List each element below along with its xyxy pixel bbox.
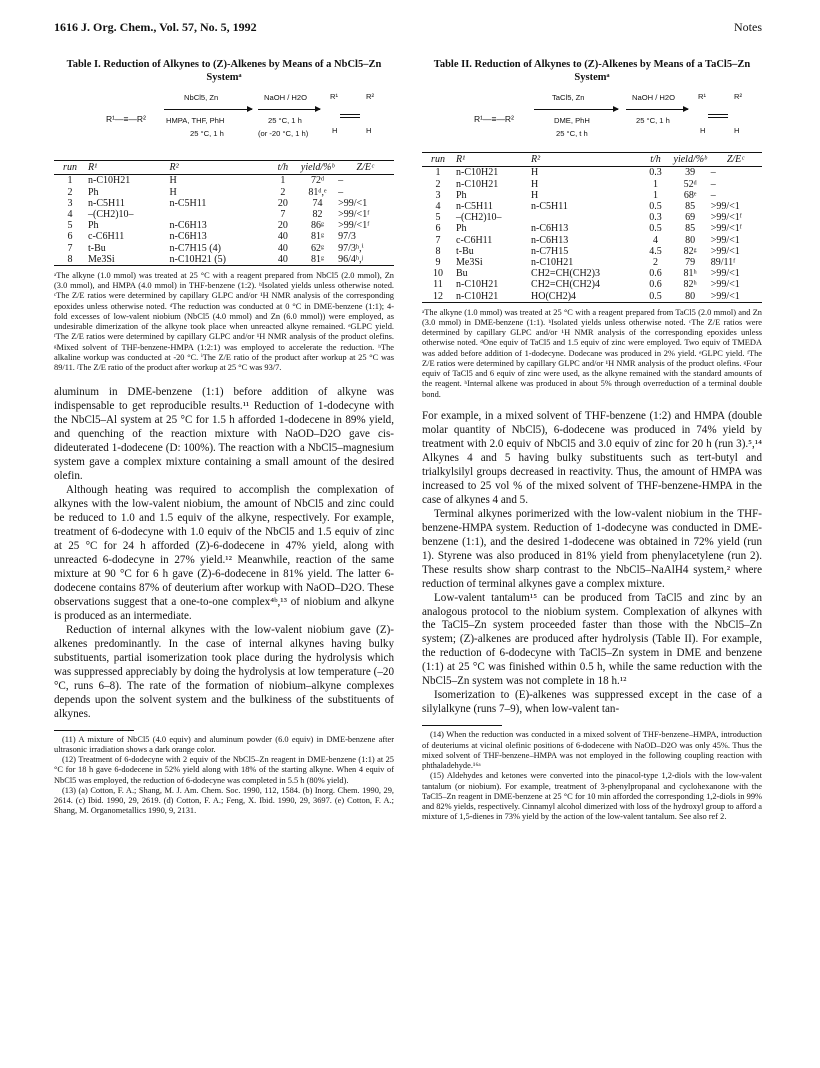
table2-cell: 82ʰ (683, 279, 697, 291)
table1-cell: c-C6H11 (88, 231, 125, 243)
table2-cell: 85 (685, 223, 696, 235)
scheme2-product-double-bond (708, 114, 728, 115)
table1-cell: n-C5H11 (169, 197, 207, 209)
scheme2-product-r1: R¹ (698, 92, 707, 102)
scheme2-step1-conditions: 25 °C, t h (556, 129, 588, 139)
table1-caption: Table I. Reduction of Alkynes to (Z)-Alkenes by Means of a NbCl5–Zn Systemᵃ (66, 59, 382, 84)
table1-header-row (54, 161, 394, 175)
scheme1-arrow-1 (164, 109, 252, 110)
table1-cell: 81ᵍ (311, 231, 325, 243)
table2-cell: 12 (422, 291, 454, 303)
paragraph: Reduction of internal alkynes with the low-valent niobium gave (Z)-alkenes predominantly. In the case of internal alkynes having bulky substituents, partial isomerization took place during the hydrolysis which was suppressed appreciably by doing the hydrolysis at low temperature (–20 °C, runs 6–8). The rate of the formation of niobium–alkyne complexes depends upon the solvent system and the bulkiness of the substituents of alkynes. (54, 623, 394, 720)
table1-cell: 8 (54, 254, 86, 266)
table1-cell: 81ᵈ,ᵉ (308, 186, 327, 198)
section-label: Notes (734, 20, 762, 34)
table1-row (54, 254, 394, 266)
table2-cell: 4 (653, 234, 659, 246)
table1-cell: Me3Si (86, 254, 168, 266)
table1-reaction-scheme (54, 90, 394, 160)
table2-cell: 80 (685, 234, 696, 246)
table1-cell: >99/<1ᶠ (338, 220, 370, 232)
table2-cell: 9 (435, 256, 441, 268)
left-footnotes (54, 735, 394, 817)
table2-cell: 7 (435, 234, 441, 246)
table2-cell: n-C10H21 (456, 178, 499, 190)
table1-cell: 6 (67, 231, 73, 243)
table2-row (422, 279, 762, 290)
scheme1-product-h1: H (332, 126, 338, 136)
table2-cell: 81ʰ (683, 268, 697, 280)
table2-cell: 0.3 (649, 167, 662, 179)
scheme1-product-double-bond (340, 114, 360, 115)
table1-cell: – (338, 175, 344, 187)
table1-cell: n-C7H15 (4) (169, 242, 221, 254)
table2-cell: n-C10H21 (456, 279, 499, 291)
paragraph: Terminal alkynes porimerized with the low-valent niobium in the THF-benzene-HMPA system. Reduction of 1-dodecyne was conducted in DME-benzene (1:1), and the desired 1-dodecene was obtained in 72% yield (run 1). Styrene was also produced in 81% yield from phenylacetylene (run 2). These results show sharp contrast to the NbCl5–NaAlH4 system,² where reduction of terminal alkynes gave a complex mixture. (422, 507, 762, 590)
table1-row (54, 243, 394, 254)
scheme1-step1-conditions: 25 °C, 1 h (190, 129, 224, 139)
table2-cell: 4.5 (649, 245, 662, 257)
scheme1-step2-conditions: 25 °C, 1 h (268, 116, 302, 126)
left-body-text (54, 386, 394, 721)
table1-cell: – (338, 186, 344, 198)
scheme1-step1-solvent: HMPA, THF, PhH (166, 116, 225, 126)
table2-row (422, 223, 762, 234)
table1-row (54, 231, 394, 242)
table1-cell: 20 (277, 220, 288, 232)
paragraph: For example, in a mixed solvent of THF-benzene (1:2) and HMPA (double molar quantity of NbCl5), 6-dodecene was produced in 74% yield by treatment with 2.0 equiv of NbCl5 and 3.0 equiv of zinc for 20 h (run 3).⁵,¹⁴ Alkynes 4 and 5 having bulky substituents such as tert-butyl and trialkylsilyl groups decreased in reactivity. Thus, the amount of HMPA was increased to 25 vol % of the mixed solvent of THF-benzene-HMPA in the case of alkynes 4 and 5. (422, 409, 762, 506)
table2-cell: 3 (435, 189, 441, 201)
scheme2-step1-solvent: DME, PhH (554, 116, 590, 126)
scheme1-product-r2: R² (366, 92, 375, 102)
table2-cell (529, 212, 639, 223)
scheme2-product-r2: R² (734, 92, 743, 102)
table1-footnotes: ᵃThe alkyne (1.0 mmol) was treated at 25 °C with a reagent prepared from NbCl5 (2.0 mmol), Zn (3.0 mmol), and HMPA (4.0 mmol) in THF-benzene (1:2). ᵇIsolated yields unless otherwise noted. ᶜThe Z/E ratios were determined by capillary GLPC and/or ¹H NMR analysis of the corresponding epoxides unless otherwise noted. ᵈThe reduction was conducted at 0 °C in DME-benzene (1:1); 4-fold excesses of low-valent niobium (NbCl5 (4.0 mmol) and Zn (6.0 mmol)) were employed, as undesirable dimerization of the alkyne took place when unreacted alkyne remained. ᵉGLPC yield. ᶠThe Z/E ratios were determined by capillary GLPC and/or ¹H NMR analysis of the product olefins. ᵍMixed solvent of THF-benzene-HMPA (1:2:1) was employed to accelerate the reduction. ʰThe alkaline workup was conducted at -20 °C. ⁱThe Z/E ratio of the product after workup at 25 °C was 89/11. ʲThe Z/E ratio of the product after workup at 25 °C was 93/7. (54, 270, 394, 373)
table2-row (422, 190, 762, 201)
table2-cell: – (710, 189, 716, 201)
table1-cell: 1 (67, 175, 73, 187)
table2-cell: 6 (435, 223, 441, 235)
table2-cell: n-C10H21 (456, 167, 499, 179)
journal-citation: 1616 J. Org. Chem., Vol. 57, No. 5, 1992 (54, 20, 257, 34)
table1-row (54, 209, 394, 220)
table1-cell: n-C10H21 (5) (168, 254, 267, 266)
table2-cell: 5 (435, 212, 441, 224)
table2-cell: 10 (433, 268, 443, 280)
scheme1-step1-reagents: NbCl5, Zn (184, 93, 219, 103)
table1-cell: 7 (280, 209, 286, 220)
right-column (422, 58, 762, 823)
table1-cell: 7 (67, 242, 73, 254)
table1-cell: t-Bu (88, 242, 106, 254)
table2-cell: n-C5H11 (456, 201, 493, 212)
table2-cell: H (531, 178, 539, 190)
paragraph: Low-valent tantalum¹⁵ can be produced from TaCl5 and zinc by an analogous protocol to the niobium system. Complexation of alkynes with the TaCl5–Zn system proceeded faster than those with the NbCl5–Zn system; (Z)-alkenes are produced after hydrolysis (Table II). For example, the reduction of 6-dodecyne with TaCl5–Zn system in DME and benzene (1:1) at 25 °C was finished within 0.5 h, while the same reduction with the NbCl5–Zn system was not complete in 18 h.¹² (422, 591, 762, 688)
table2-cell: >99/<1 (710, 279, 740, 291)
table2-cell: 8 (435, 245, 441, 257)
table2-cell: 52ᵈ (683, 178, 697, 190)
scheme1-step2-reagents: NaOH / H2O (264, 93, 308, 103)
table2-header-row (422, 153, 762, 167)
table1-cell: >99/<1 (338, 197, 368, 209)
table2-col-header: R¹ (454, 153, 529, 167)
table2-cell: n-C6H13 (531, 223, 569, 235)
table2-cell: H (531, 189, 539, 201)
table2-cell: 39 (685, 167, 696, 179)
table2-row (422, 257, 762, 268)
table1-col-header: R² (168, 161, 267, 175)
table1-cell: 72ᵈ (310, 175, 325, 187)
table2-cell: >99/<1ᶠ (710, 212, 742, 224)
paragraph: aluminum in DME-benzene (1:1) before addition of alkyne was indispensable to get reproducible results.¹¹ Reduction of 1-dodecyne with the NbCl5–Al system at 25 °C for 1.5 h afforded 1-dodecene in 89% yield, and quenching of the reaction mixture with NaOD–D2O gave cis-dideuterated 1-dodecene (D: 100%). The reaction with a NbCl5–magnesium system gave a complex mixture containing a small amount of the desired olefin. (54, 386, 394, 483)
table2-row (422, 246, 762, 257)
table2-cell: 69 (685, 212, 696, 224)
table1-cell: 3 (67, 197, 73, 209)
table2-cell: 1 (653, 189, 659, 201)
table2-cell: 85 (685, 201, 696, 212)
table2-reaction-scheme (422, 90, 762, 152)
table2-col-header: run (422, 153, 454, 167)
table2-cell: n-C10H21 (531, 256, 574, 268)
table1-cell: n-C10H21 (88, 175, 131, 187)
scheme2-step2-reagents: NaOH / H2O (632, 93, 676, 103)
table2-cell: >99/<1 (710, 234, 740, 246)
table2-cell: n-C10H21 (454, 291, 529, 303)
table2-cell: n-C5H11 (531, 201, 568, 212)
table2-cell: 79 (685, 256, 696, 268)
table2-cell: Ph (456, 189, 467, 201)
table2-cell: 2 (653, 256, 659, 268)
table1-cell: 86ᵍ (311, 220, 325, 232)
table1-cell: 2 (280, 186, 286, 198)
table2-cell: 0.3 (649, 212, 662, 224)
table2-cell: 80 (672, 291, 709, 303)
scheme1-arrow-2 (258, 109, 320, 110)
table2-col-header: t/h (640, 153, 672, 167)
table2-cell: 89/11ᶠ (710, 256, 736, 268)
table2-cell: – (710, 178, 716, 190)
scheme1-product-r1: R¹ (330, 92, 339, 102)
table2-cell: Me3Si (456, 256, 483, 268)
table1-row (54, 175, 394, 187)
table1-cell: –(CH2)10– (88, 209, 134, 220)
table1-row (54, 198, 394, 209)
table2-cell: 1 (653, 178, 659, 190)
table1-cell: 74 (312, 197, 323, 209)
table2-cell: – (710, 167, 716, 179)
footnote: (15) Aldehydes and ketones were converted into the pinacol-type 1,2-diols with the low-valent tantalum (or niobium). For example, treatment of 3-phenylpropanal and cyclohexanone with the TaCl5–Zn reagent in DME-benzene at 25 °C for 10 min afforded the corresponding 1,2-diols in 99% and 82% yields, respectively. Cinnamyl alcohol dimerized with loss of the hydroxyl group to afford a mixture of 1,5-dienes in 73% yield by the action of the low-valent tantalum. See also ref 2. (422, 771, 762, 822)
footnote: (13) (a) Cotton, F. A.; Shang, M. J. Am. Chem. Soc. 1990, 112, 1584. (b) Inorg. Chem. 1990, 29, 2614. (c) Ibid. 1990, 29, 2619. (d) Cotton, F. A.; Feng, X. Ibid. 1990, 29, 3697. (e) Cotton, F. A.; Shang, M. Organometallics 1990, 9, 2131. (54, 785, 394, 816)
table2 (422, 152, 762, 302)
table1-col-header: Z/Eᶜ (336, 161, 394, 175)
table1-cell: 97/3ʰ,ⁱ (338, 242, 364, 254)
table2-col-header: yield/%ᵇ (673, 154, 707, 166)
table1-cell: 2 (67, 186, 73, 198)
table1 (54, 160, 394, 266)
footnote: (14) When the reduction was conducted in a mixed solvent of THF-benzene–HMPA, introduction of deuteriums at vicinal olefinic positions of 6-dodecene with NaOD–D2O was only 45%. Thus the mixed solvent of THF-benzene–HMPA was not employed in the following coupling reaction with phthaladehyde.¹⁶ᵃ (422, 730, 762, 770)
table2-row (422, 291, 762, 303)
table1-cell: 40 (277, 242, 288, 254)
scheme1-substrate: R¹—≡—R² (106, 114, 146, 125)
table1-row (54, 220, 394, 231)
table2-col-header: R² (529, 153, 639, 167)
table2-cell: c-C6H11 (456, 234, 493, 246)
table2-cell: H (531, 167, 539, 179)
table2-cell: 0.5 (649, 223, 662, 235)
table1-cell: H (169, 186, 177, 198)
table2-cell: >99/<1 (709, 291, 762, 303)
scheme1-step2-alt-conditions: (or -20 °C, 1 h) (258, 129, 309, 139)
table1-cell: Ph (88, 220, 99, 232)
table1-col-header: t/h (267, 161, 299, 175)
table1-cell: 5 (67, 220, 73, 232)
table2-row (422, 235, 762, 246)
table1-col-header: run (54, 161, 86, 175)
table1-cell: 40 (277, 231, 288, 243)
table2-cell: CH2=CH(CH2)4 (531, 279, 601, 291)
table1-row (54, 187, 394, 198)
scheme2-step2-conditions: 25 °C, 1 h (636, 116, 670, 126)
paragraph: Isomerization to (E)-alkenes was suppressed except in the case of a silylalkyne (runs 7–9), when low-valent tan- (422, 689, 762, 716)
table2-cell: >99/<1ᶠ (710, 223, 742, 235)
table2-cell: 0.6 (649, 268, 662, 280)
table1-cell: n-C6H13 (169, 220, 207, 232)
paragraph: Although heating was required to accomplish the complexation of alkynes with the low-valent niobium, the amount of NbCl5 and zinc could be reduced to 1.0 and 1.5 equiv of the alkyne, respectively. For example, treatment of 6-dodecyne with 1.0 equiv of the NbCl5 and 1.5 equiv of zinc at 25 °C for 24 h afforded (Z)-6-dodecene in 47% yield, along with unreacted 6-dodecyne in 27% yield.¹² Meanwhile, reaction of the same mixture at 90 °C for 6 h gave (Z)-6-dodecene in 81% yield. The latter 6-dodecene contains 87% of deuterium after workup with NaOD–D2O. These observations suggest that a one-to-one complex⁴ᵇ,¹³ of niobium and alkyne is produced as an intermediate. (54, 484, 394, 622)
right-footnotes (422, 730, 762, 822)
table2-cell: 1 (435, 167, 441, 179)
footnote-rule (422, 725, 502, 726)
table2-footnotes: ᵃThe alkyne (1.0 mmol) was treated at 25 °C with a reagent prepared from TaCl5 (2.0 mmol) and Zn (3.0 mmol) in DME-benzene (1:1). ᵇIsolated yields unless otherwise noted. ᶜThe Z/E ratios were determined by capillary GLPC and/or ¹H NMR analysis of the corresponding epoxides unless otherwise noted. ᵈOne equiv of TaCl5 and 1.5 equiv of zinc were employed. Two equiv of TMEDA was added before addition of 1-dodecyne. Dodecane was produced in 2% yield. ᵉGLPC yield. ᶠThe Z/E ratios were determined by capillary GLPC and/or ¹H NMR analysis of the product olefins. ᵍFour equiv of TaCl5 and 6 equiv of zinc were used, as the alkyne remained with the standard amounts of the reagent. ʰInternal alkene was produced in about 5% through overreduction of a terminal double bond. (422, 307, 762, 399)
table1-cell: H (169, 175, 177, 187)
table2-cell: n-C6H13 (531, 234, 569, 246)
table2-row (422, 167, 762, 179)
scheme2-product-h1: H (700, 126, 706, 136)
table1-col-header: yield/%ᵇ (300, 162, 335, 174)
table2-cell: 2 (435, 178, 441, 190)
table2-cell: 0.6 (649, 279, 662, 291)
table2-cell: 82ᵍ (683, 245, 697, 257)
table2-row (422, 179, 762, 190)
table2-row (422, 268, 762, 279)
scheme1-product-h2: H (366, 126, 372, 136)
table1-cell: Ph (88, 186, 99, 198)
table1-cell: 81ᵍ (299, 254, 336, 266)
table2-caption: Table II. Reduction of Alkynes to (Z)-Alkenes by Means of a TaCl5–Zn Systemᵃ (433, 59, 751, 84)
journal-page (54, 20, 762, 1050)
table2-cell: n-C7H15 (531, 245, 569, 257)
table2-cell: HO(CH2)4 (529, 291, 639, 303)
table1-cell: n-C5H11 (88, 197, 125, 209)
table2-row (422, 201, 762, 212)
scheme2-arrow-2 (626, 109, 688, 110)
footnote-rule (54, 730, 134, 731)
right-body-text (422, 410, 762, 717)
table1-cell: 96/4ʰ,ʲ (336, 254, 394, 266)
running-header (54, 20, 762, 38)
table1-cell: >99/<1ᶠ (338, 209, 370, 220)
table2-cell: Bu (456, 268, 468, 280)
table2-col-header: Z/Eᶜ (709, 153, 762, 167)
footnote: (11) A mixture of NbCl5 (4.0 equiv) and aluminum powder (6.0 equiv) in DME-benzene after ultrasonic irradiation shows a dark orange color. (54, 734, 394, 754)
scheme2-step1-reagents: TaCl5, Zn (552, 93, 585, 103)
table2-cell: CH2=CH(CH2)3 (531, 268, 601, 280)
table2-cell: 0.5 (640, 291, 672, 303)
table2-cell: Ph (456, 223, 467, 235)
table2-cell: 68ᵉ (683, 189, 697, 201)
table2-cell: >99/<1 (710, 245, 740, 257)
scheme2-arrow-1 (534, 109, 618, 110)
table2-cell: 4 (435, 201, 441, 212)
scheme2-substrate: R¹—≡—R² (474, 114, 514, 125)
table1-cell: 4 (67, 209, 73, 220)
table2-cell: –(CH2)10– (456, 212, 502, 224)
table1-cell: 97/3 (338, 231, 356, 243)
table1-cell: 20 (277, 197, 288, 209)
footnote: (12) Treatment of 6-dodecyne with 2 equiv of the NbCl5–Zn reagent in DME-benzene (1:1) at 25 °C for 18 h gave 6-dodecene in 52% yield along with 18% of the starting alkyne. When 4 equiv of NbCl5 was employed, the reduction of 6-dodecyne was completed in 5.5 h (80% yield). (54, 755, 394, 785)
table2-cell: 11 (433, 279, 443, 291)
table1-cell: 82 (312, 209, 323, 220)
table1-cell (168, 209, 267, 220)
table2-cell: t-Bu (456, 245, 474, 257)
table2-cell: 0.5 (649, 201, 662, 212)
table1-cell: 1 (280, 175, 286, 187)
table2-row (422, 212, 762, 223)
scheme2-product-h2: H (734, 126, 740, 136)
table1-col-header: R¹ (86, 161, 168, 175)
table1-cell: n-C6H13 (169, 231, 207, 243)
table1-cell: 40 (267, 254, 299, 266)
table2-cell: >99/<1 (710, 268, 740, 280)
left-column (54, 58, 394, 817)
table2-cell: >99/<1 (710, 201, 740, 212)
table1-cell: 62ᵍ (311, 242, 325, 254)
